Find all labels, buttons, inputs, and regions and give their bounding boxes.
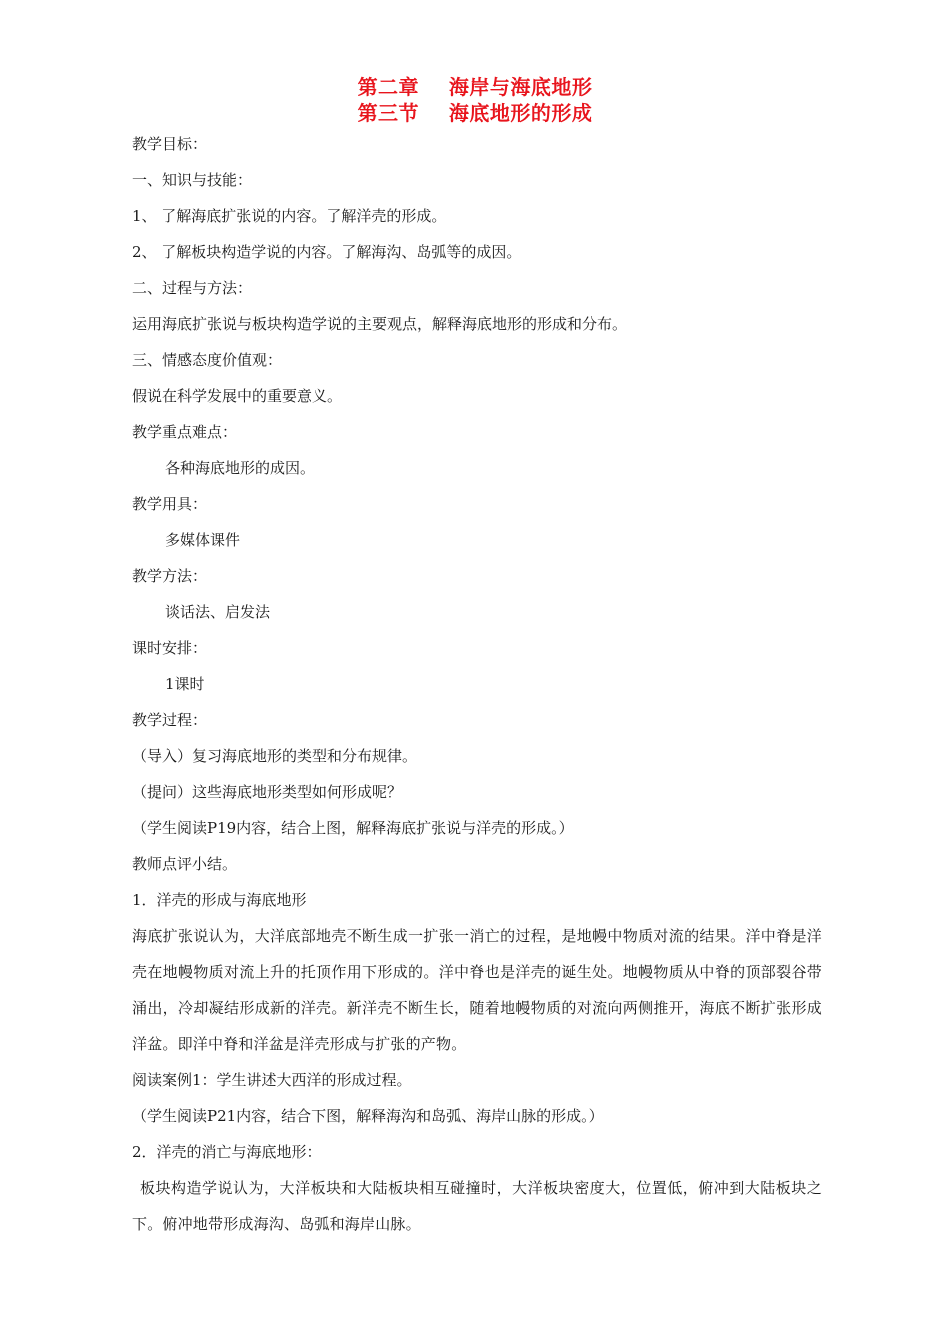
heading-teaching-goals: 教学目标： bbox=[132, 135, 208, 153]
text-line: 谈话法、启发法 bbox=[165, 603, 271, 621]
heading-knowledge-skills: 一、知识与技能： bbox=[132, 171, 253, 189]
text-line: 各种海底地形的成因。 bbox=[165, 459, 316, 477]
subheading-oceanic-crust-subduction: 2．洋壳的消亡与海底地形： bbox=[132, 1143, 322, 1161]
list-item: 2、 了解板块构造学说的内容。了解海沟、岛弧等的成因。 bbox=[132, 243, 522, 261]
document-title bbox=[0, 74, 950, 126]
heading-process-method: 二、过程与方法： bbox=[132, 279, 253, 297]
section-title: 第三节 海底地形的形成 bbox=[357, 101, 593, 125]
text-line: 教师点评小结。 bbox=[132, 855, 238, 873]
text-line: （学生阅读P19内容，结合上图，解释海底扩张说与洋壳的形成。） bbox=[132, 819, 574, 837]
heading-teaching-tools: 教学用具： bbox=[132, 495, 208, 513]
paragraph-seafloor-spreading: 海底扩张说认为，大洋底部地壳不断生成一扩张一消亡的过程，是地幔中物质对流的结果。洋中脊是洋壳在地幔物质对流上升的托顶作用下形成的。洋中脊也是洋壳的诞生处。地幔物质从中脊的顶部裂谷带涌出，冷却凝结形成新的洋壳。新洋壳不断生长，随着地幔物质的对流向两侧推开，海底不断扩张形成洋盆。即洋中脊和洋盆是洋壳形成与扩张的产物。 bbox=[132, 927, 822, 1053]
heading-values: 三、情感态度价值观： bbox=[132, 351, 283, 369]
text-line: 多媒体课件 bbox=[165, 531, 241, 549]
heading-schedule: 课时安排： bbox=[132, 639, 208, 657]
text-line: （提问）这些海底地形类型如何形成呢？ bbox=[132, 783, 403, 801]
chapter-title: 第二章 海岸与海底地形 bbox=[357, 75, 593, 99]
text-line: 1课时 bbox=[165, 675, 205, 693]
heading-key-points: 教学重点难点： bbox=[132, 423, 238, 441]
text-line: 假说在科学发展中的重要意义。 bbox=[132, 387, 343, 405]
document-body bbox=[132, 126, 822, 1242]
text-line: 阅读案例1：学生讲述大西洋的形成过程。 bbox=[132, 1071, 412, 1089]
text-line: 运用海底扩张说与板块构造学说的主要观点，解释海底地形的形成和分布。 bbox=[132, 315, 628, 333]
list-item: 1、 了解海底扩张说的内容。了解洋壳的形成。 bbox=[132, 207, 447, 225]
subheading-oceanic-crust-formation: 1．洋壳的形成与海底地形 bbox=[132, 891, 307, 909]
heading-teaching-method: 教学方法： bbox=[132, 567, 208, 585]
paragraph-plate-tectonics: 板块构造学说认为，大洋板块和大陆板块相互碰撞时，大洋板块密度大，位置低，俯冲到大陆板块之下。俯冲地带形成海沟、岛弧和海岸山脉。 bbox=[132, 1179, 822, 1233]
heading-teaching-process: 教学过程： bbox=[132, 711, 208, 729]
text-line: （导入）复习海底地形的类型和分布规律。 bbox=[132, 747, 418, 765]
text-line: （学生阅读P21内容，结合下图，解释海沟和岛弧、海岸山脉的形成。） bbox=[132, 1107, 604, 1125]
